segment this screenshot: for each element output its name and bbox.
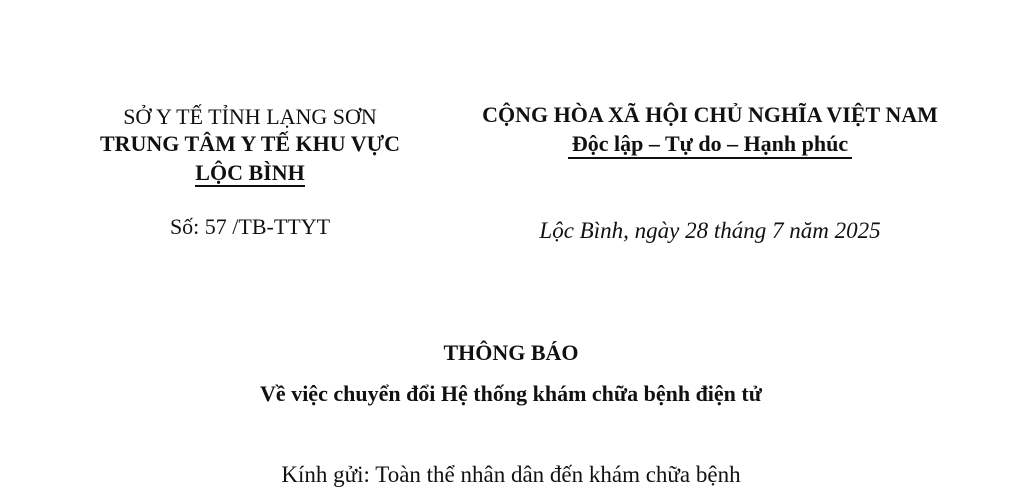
- document-date: Lộc Bình, ngày 28 tháng 7 năm 2025: [539, 218, 881, 243]
- document-title: THÔNG BÁO: [443, 340, 579, 365]
- agency-name: SỞ Y TẾ TỈNH LẠNG SƠN: [123, 104, 377, 129]
- national-title: CỘNG HÒA XÃ HỘI CHỦ NGHĨA VIỆT NAM: [482, 102, 938, 127]
- organization-name-line2-wrapper: [70, 160, 430, 187]
- national-motto-wrapper: [445, 131, 975, 159]
- addressee-line: Kính gửi: Toàn thể nhân dân đến khám chữa bệnh: [281, 462, 741, 487]
- organization-name-line1: TRUNG TÂM Y TẾ KHU VỰC: [99, 131, 401, 156]
- document-subtitle: Về việc chuyển đổi Hệ thống khám chữa bệnh điện tử: [260, 381, 762, 406]
- national-motto: Độc lập – Tự do – Hạnh phúc: [568, 132, 852, 159]
- document-number: Số: 57 /TB-TTYT: [169, 214, 331, 239]
- organization-name-line2: LỘC BÌNH: [195, 160, 305, 185]
